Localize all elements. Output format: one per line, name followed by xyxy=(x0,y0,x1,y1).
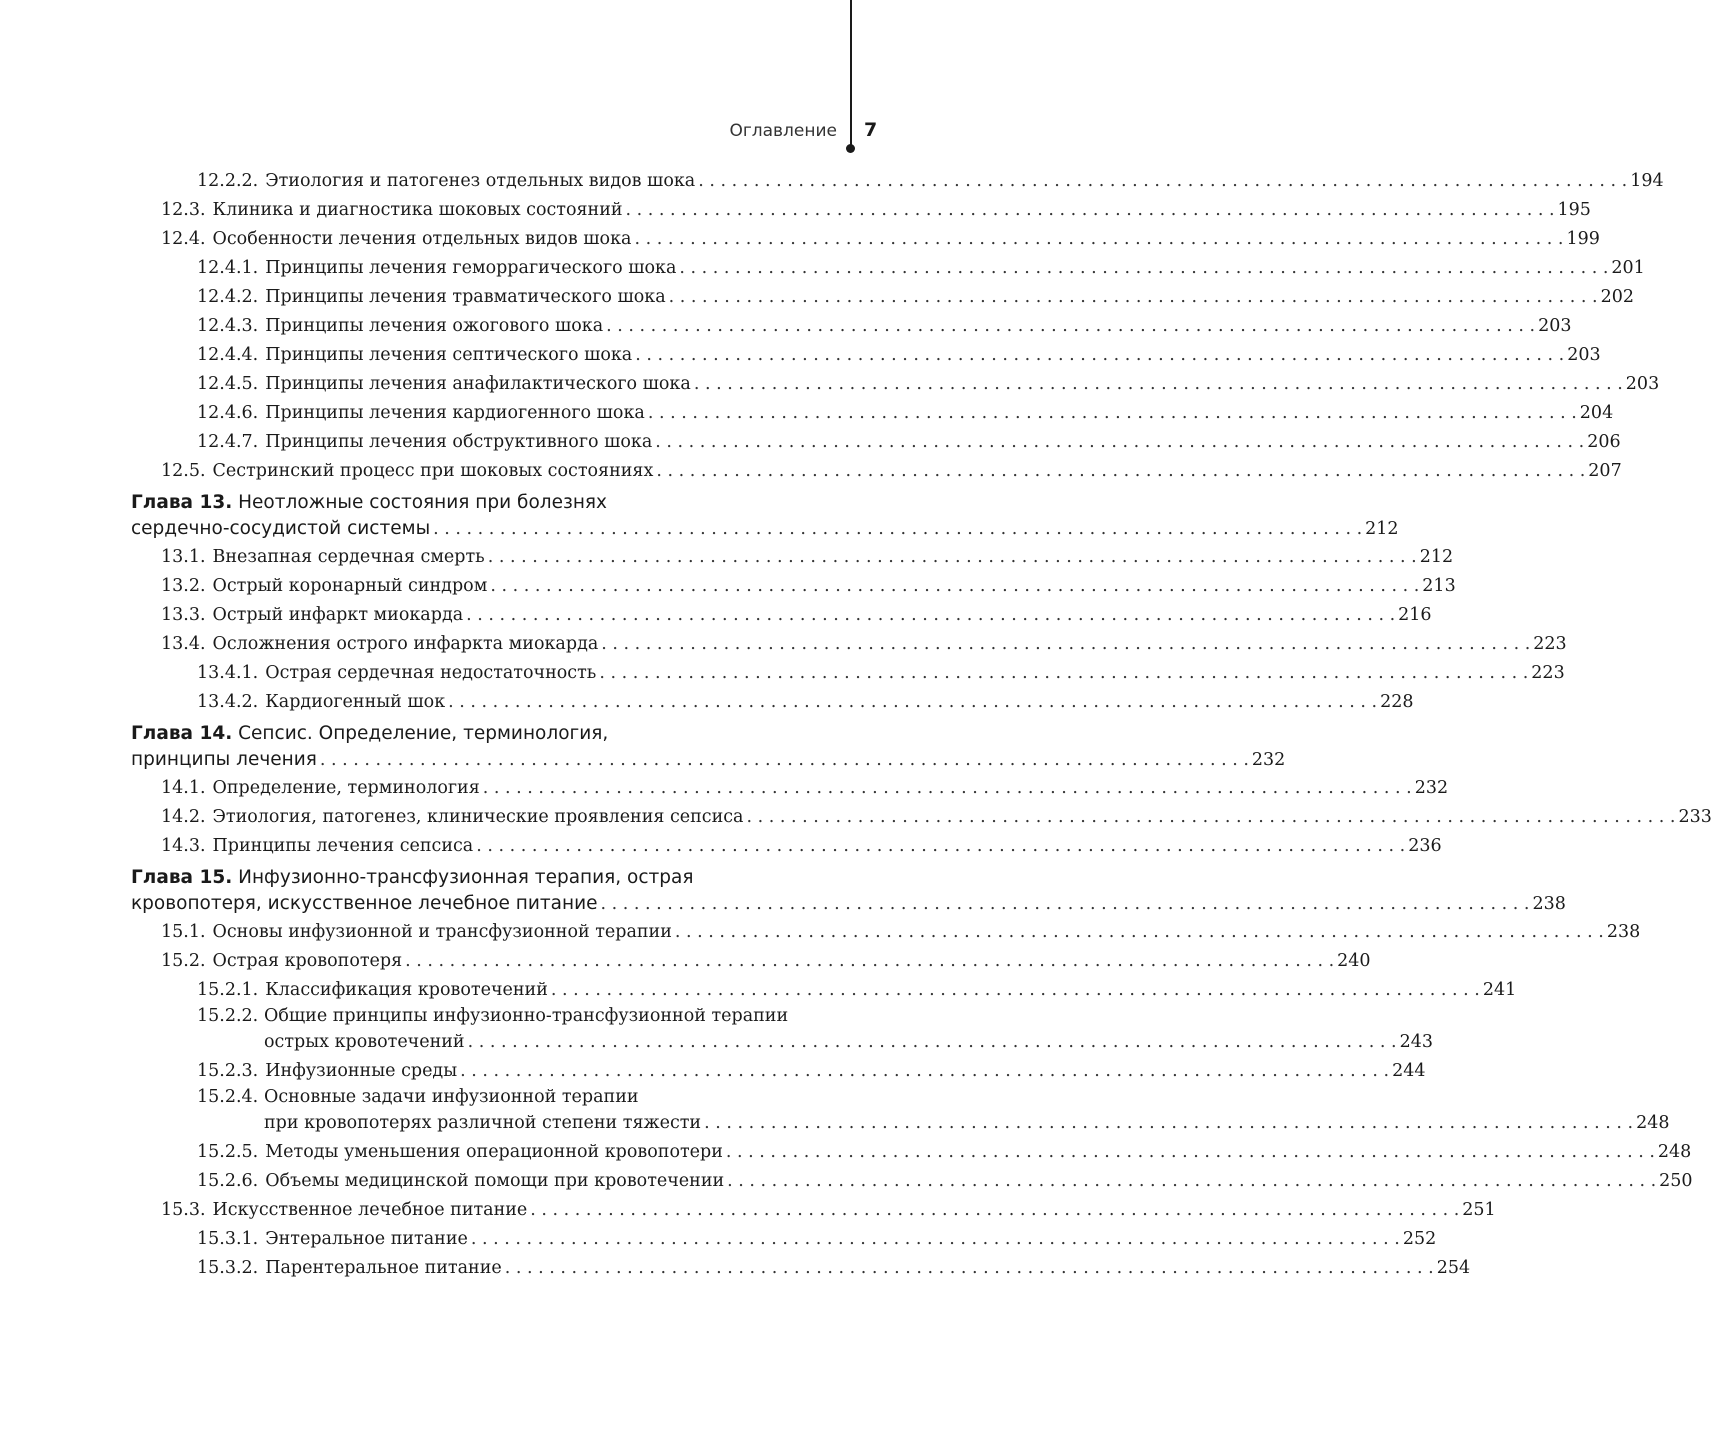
entry-title: Принципы лечения сепсиса xyxy=(212,836,474,856)
entry-number: 13.4. xyxy=(161,634,206,654)
chapter-entry[interactable] xyxy=(131,722,1286,774)
leader-dots xyxy=(634,225,1563,254)
entry-title-line1: Основные задачи инфузионной терапии xyxy=(264,1087,639,1107)
chapter-page: 238 xyxy=(1532,894,1566,914)
chapter-entry[interactable] xyxy=(131,491,1399,543)
leader-dots xyxy=(606,312,1535,341)
toc-entry[interactable] xyxy=(197,341,1601,370)
entry-page: 203 xyxy=(1538,316,1572,336)
toc-entry[interactable] xyxy=(161,196,1591,225)
chapter-title-line1: Инфузионно-трансфузионная терапия, острая xyxy=(238,867,694,888)
chapter-label: Глава 13. xyxy=(131,492,233,513)
entry-number: 13.4.1. xyxy=(197,663,259,683)
toc-entry[interactable] xyxy=(197,1086,1670,1138)
chapter-title-line2: кровопотеря, искусственное лечебное питание xyxy=(131,893,598,914)
entry-page: 223 xyxy=(1531,663,1565,683)
entry-page: 233 xyxy=(1678,807,1712,827)
entry-number: 12.4.2. xyxy=(197,287,259,307)
entry-page: 236 xyxy=(1408,836,1442,856)
leader-dots xyxy=(471,1225,1400,1254)
entry-title: Осложнения острого инфаркта миокарда xyxy=(212,634,599,654)
entry-number: 14.1. xyxy=(161,778,206,798)
chapter-entry[interactable] xyxy=(131,866,1566,918)
entry-title: Инфузионные среды xyxy=(265,1061,458,1081)
leader-dots xyxy=(488,543,1417,572)
toc-entry[interactable] xyxy=(197,1254,1471,1283)
entry-number: 14.3. xyxy=(161,836,206,856)
leader-dots xyxy=(466,601,1395,630)
leader-dots xyxy=(679,254,1608,283)
entry-page: 240 xyxy=(1337,951,1371,971)
entry-title: Объемы медицинской помощи при кровотечении xyxy=(265,1171,725,1191)
entry-number: 15.1. xyxy=(161,922,206,942)
entry-page: 228 xyxy=(1380,692,1414,712)
toc-entry[interactable] xyxy=(161,543,1454,572)
leader-dots xyxy=(669,283,1598,312)
toc-entry[interactable] xyxy=(161,225,1600,254)
leader-dots xyxy=(490,572,1419,601)
chapter-page: 232 xyxy=(1251,750,1286,770)
entry-title: Особенности лечения отдельных видов шока xyxy=(212,229,632,249)
entry-page: 251 xyxy=(1462,1200,1496,1220)
chapter-title-line1: Неотложные состояния при болезнях xyxy=(238,492,607,513)
toc-entry[interactable] xyxy=(161,803,1712,832)
chapter-page: 212 xyxy=(1365,519,1399,539)
leader-dots xyxy=(433,515,1362,543)
entry-title: Энтеральное питание xyxy=(265,1229,468,1249)
chapter-label: Глава 14. xyxy=(131,723,233,744)
toc-entry[interactable] xyxy=(161,832,1442,861)
entry-title: Принципы лечения обструктивного шока xyxy=(265,432,653,452)
entry-number: 14.2. xyxy=(161,807,206,827)
toc-entry[interactable] xyxy=(197,1138,1692,1167)
toc-entry[interactable] xyxy=(197,976,1517,1005)
toc-entry[interactable] xyxy=(197,688,1414,717)
entry-page: 248 xyxy=(1636,1113,1670,1133)
leader-dots xyxy=(599,659,1528,688)
entry-number: 13.3. xyxy=(161,605,206,625)
entry-page: 216 xyxy=(1398,605,1432,625)
leader-dots xyxy=(635,341,1564,370)
leader-dots xyxy=(320,746,1249,774)
entry-page: 254 xyxy=(1436,1258,1471,1278)
leader-dots xyxy=(698,167,1627,196)
toc-entry[interactable] xyxy=(197,399,1614,428)
leader-dots xyxy=(476,832,1405,861)
toc-entry[interactable] xyxy=(197,312,1572,341)
entry-page: 223 xyxy=(1533,634,1567,654)
entry-page: 232 xyxy=(1414,778,1449,798)
entry-page: 243 xyxy=(1399,1032,1433,1052)
entry-title: Определение, терминология xyxy=(212,778,480,798)
entry-page: 250 xyxy=(1659,1171,1693,1191)
toc-entry[interactable] xyxy=(161,947,1371,976)
chapter-title-line2: сердечно-сосудистой системы xyxy=(131,518,431,539)
entry-title: Острая сердечная недостаточность xyxy=(265,663,597,683)
toc-entry[interactable] xyxy=(197,254,1645,283)
toc-entry[interactable] xyxy=(161,601,1432,630)
entry-number: 15.2.1. xyxy=(197,980,259,1000)
entry-number: 15.3. xyxy=(161,1200,206,1220)
entry-number: 12.4.3. xyxy=(197,316,259,336)
entry-title: Принципы лечения травматического шока xyxy=(265,287,666,307)
entry-page: 195 xyxy=(1557,200,1591,220)
entry-page: 252 xyxy=(1402,1229,1437,1249)
leader-dots xyxy=(726,1138,1655,1167)
toc-entry[interactable] xyxy=(197,1005,1433,1057)
entry-title-line2: при кровопотерях различной степени тяжести xyxy=(264,1113,702,1133)
entry-number: 15.2.4. xyxy=(197,1087,259,1107)
running-title: Оглавление xyxy=(729,121,837,141)
entry-page: 202 xyxy=(1600,287,1635,307)
leader-dots xyxy=(448,688,1377,717)
entry-title: Кардиогенный шок xyxy=(265,692,446,712)
entry-number: 12.4.5. xyxy=(197,374,259,394)
toc-entry[interactable] xyxy=(161,630,1567,659)
entry-number: 15.2.6. xyxy=(197,1171,259,1191)
entry-page: 238 xyxy=(1606,922,1641,942)
entry-page: 203 xyxy=(1625,374,1660,394)
entry-page: 199 xyxy=(1566,229,1600,249)
leader-dots xyxy=(405,947,1334,976)
entry-page: 213 xyxy=(1422,576,1456,596)
entry-title: Принципы лечения кардиогенного шока xyxy=(265,403,645,423)
entry-title: Принципы лечения септического шока xyxy=(265,345,633,365)
entry-page: 194 xyxy=(1630,171,1664,191)
leader-dots xyxy=(530,1196,1459,1225)
chapter-title-line1: Сепсис. Определение, терминология, xyxy=(238,723,609,744)
toc-entry[interactable] xyxy=(197,283,1635,312)
margin-rule xyxy=(850,0,852,148)
entry-number: 15.2.2. xyxy=(197,1006,259,1026)
toc-entry[interactable] xyxy=(197,1167,1693,1196)
chapter-title-line2: принципы лечения xyxy=(131,749,317,770)
entry-page: 248 xyxy=(1657,1142,1692,1162)
entry-title: Сестринский процесс при шоковых состояниях xyxy=(212,461,654,481)
entry-title: Принципы лечения геморрагического шока xyxy=(265,258,677,278)
entry-page: 206 xyxy=(1587,432,1621,452)
toc-entry[interactable] xyxy=(197,659,1565,688)
entry-page: 241 xyxy=(1482,980,1517,1000)
page-number: 7 xyxy=(864,119,878,141)
entry-page: 212 xyxy=(1419,547,1454,567)
leader-dots xyxy=(626,196,1555,225)
entry-title-line1: Общие принципы инфузионно-трансфузионной терапии xyxy=(264,1006,789,1026)
entry-page: 204 xyxy=(1579,403,1614,423)
table-of-contents xyxy=(0,167,1712,1283)
entry-number: 15.2.5. xyxy=(197,1142,259,1162)
entry-title: Искусственное лечебное питание xyxy=(212,1200,528,1220)
entry-title: Методы уменьшения операционной кровопотери xyxy=(265,1142,723,1162)
entry-title: Принципы лечения ожогового шока xyxy=(265,316,604,336)
entry-number: 13.1. xyxy=(161,547,206,567)
leader-dots xyxy=(460,1057,1389,1086)
margin-rule-dot xyxy=(846,144,855,153)
entry-number: 15.3.1. xyxy=(197,1229,259,1249)
leader-dots xyxy=(655,428,1584,457)
entry-number: 12.2.2. xyxy=(197,171,259,191)
entry-page: 201 xyxy=(1611,258,1645,278)
entry-title: Принципы лечения анафилактического шока xyxy=(265,374,691,394)
entry-number: 12.4.6. xyxy=(197,403,259,423)
leader-dots xyxy=(468,1028,1397,1057)
entry-title: Клиника и диагностика шоковых состояний xyxy=(212,200,623,220)
toc-entry[interactable] xyxy=(197,1057,1426,1086)
entry-number: 12.4.4. xyxy=(197,345,259,365)
leader-dots xyxy=(694,370,1623,399)
entry-number: 13.4.2. xyxy=(197,692,259,712)
toc-entry[interactable] xyxy=(161,918,1641,947)
entry-page: 244 xyxy=(1392,1061,1426,1081)
entry-title: Острая кровопотеря xyxy=(212,951,403,971)
entry-number: 12.4. xyxy=(161,229,206,249)
leader-dots xyxy=(601,890,1530,918)
entry-number: 12.4.1. xyxy=(197,258,259,278)
toc-entry[interactable] xyxy=(161,457,1622,486)
leader-dots xyxy=(601,630,1530,659)
entry-title: Парентеральное питание xyxy=(265,1258,502,1278)
leader-dots xyxy=(727,1167,1656,1196)
leader-dots xyxy=(675,918,1604,947)
toc-entry[interactable] xyxy=(197,370,1660,399)
entry-number: 15.3.2. xyxy=(197,1258,259,1278)
entry-number: 13.2. xyxy=(161,576,206,596)
toc-entry[interactable] xyxy=(161,1196,1496,1225)
entry-title: Этиология, патогенез, клинические проявления сепсиса xyxy=(212,807,744,827)
entry-number: 12.4.7. xyxy=(197,432,259,452)
entry-title: Внезапная сердечная смерть xyxy=(212,547,485,567)
leader-dots xyxy=(551,976,1480,1005)
leader-dots xyxy=(648,399,1577,428)
entry-title: Классификация кровотечений xyxy=(265,980,548,1000)
leader-dots xyxy=(656,457,1585,486)
leader-dots xyxy=(505,1254,1434,1283)
entry-title: Этиология и патогенез отдельных видов шока xyxy=(265,171,696,191)
toc-entry[interactable] xyxy=(161,774,1449,803)
leader-dots xyxy=(747,803,1676,832)
toc-entry[interactable] xyxy=(197,167,1664,196)
entry-number: 15.2.3. xyxy=(197,1061,259,1081)
entry-number: 12.3. xyxy=(161,200,206,220)
entry-page: 203 xyxy=(1567,345,1601,365)
entry-title: Острый коронарный синдром xyxy=(212,576,488,596)
leader-dots xyxy=(704,1109,1633,1138)
entry-title: Основы инфузионной и трансфузионной терапии xyxy=(212,922,672,942)
entry-title-line2: острых кровотечений xyxy=(264,1032,465,1052)
toc-entry[interactable] xyxy=(197,1225,1437,1254)
entry-page: 207 xyxy=(1588,461,1622,481)
entry-number: 15.2. xyxy=(161,951,206,971)
entry-number: 12.5. xyxy=(161,461,206,481)
toc-entry[interactable] xyxy=(197,428,1621,457)
chapter-label: Глава 15. xyxy=(131,867,233,888)
toc-entry[interactable] xyxy=(161,572,1456,601)
entry-title: Острый инфаркт миокарда xyxy=(212,605,464,625)
leader-dots xyxy=(483,774,1412,803)
